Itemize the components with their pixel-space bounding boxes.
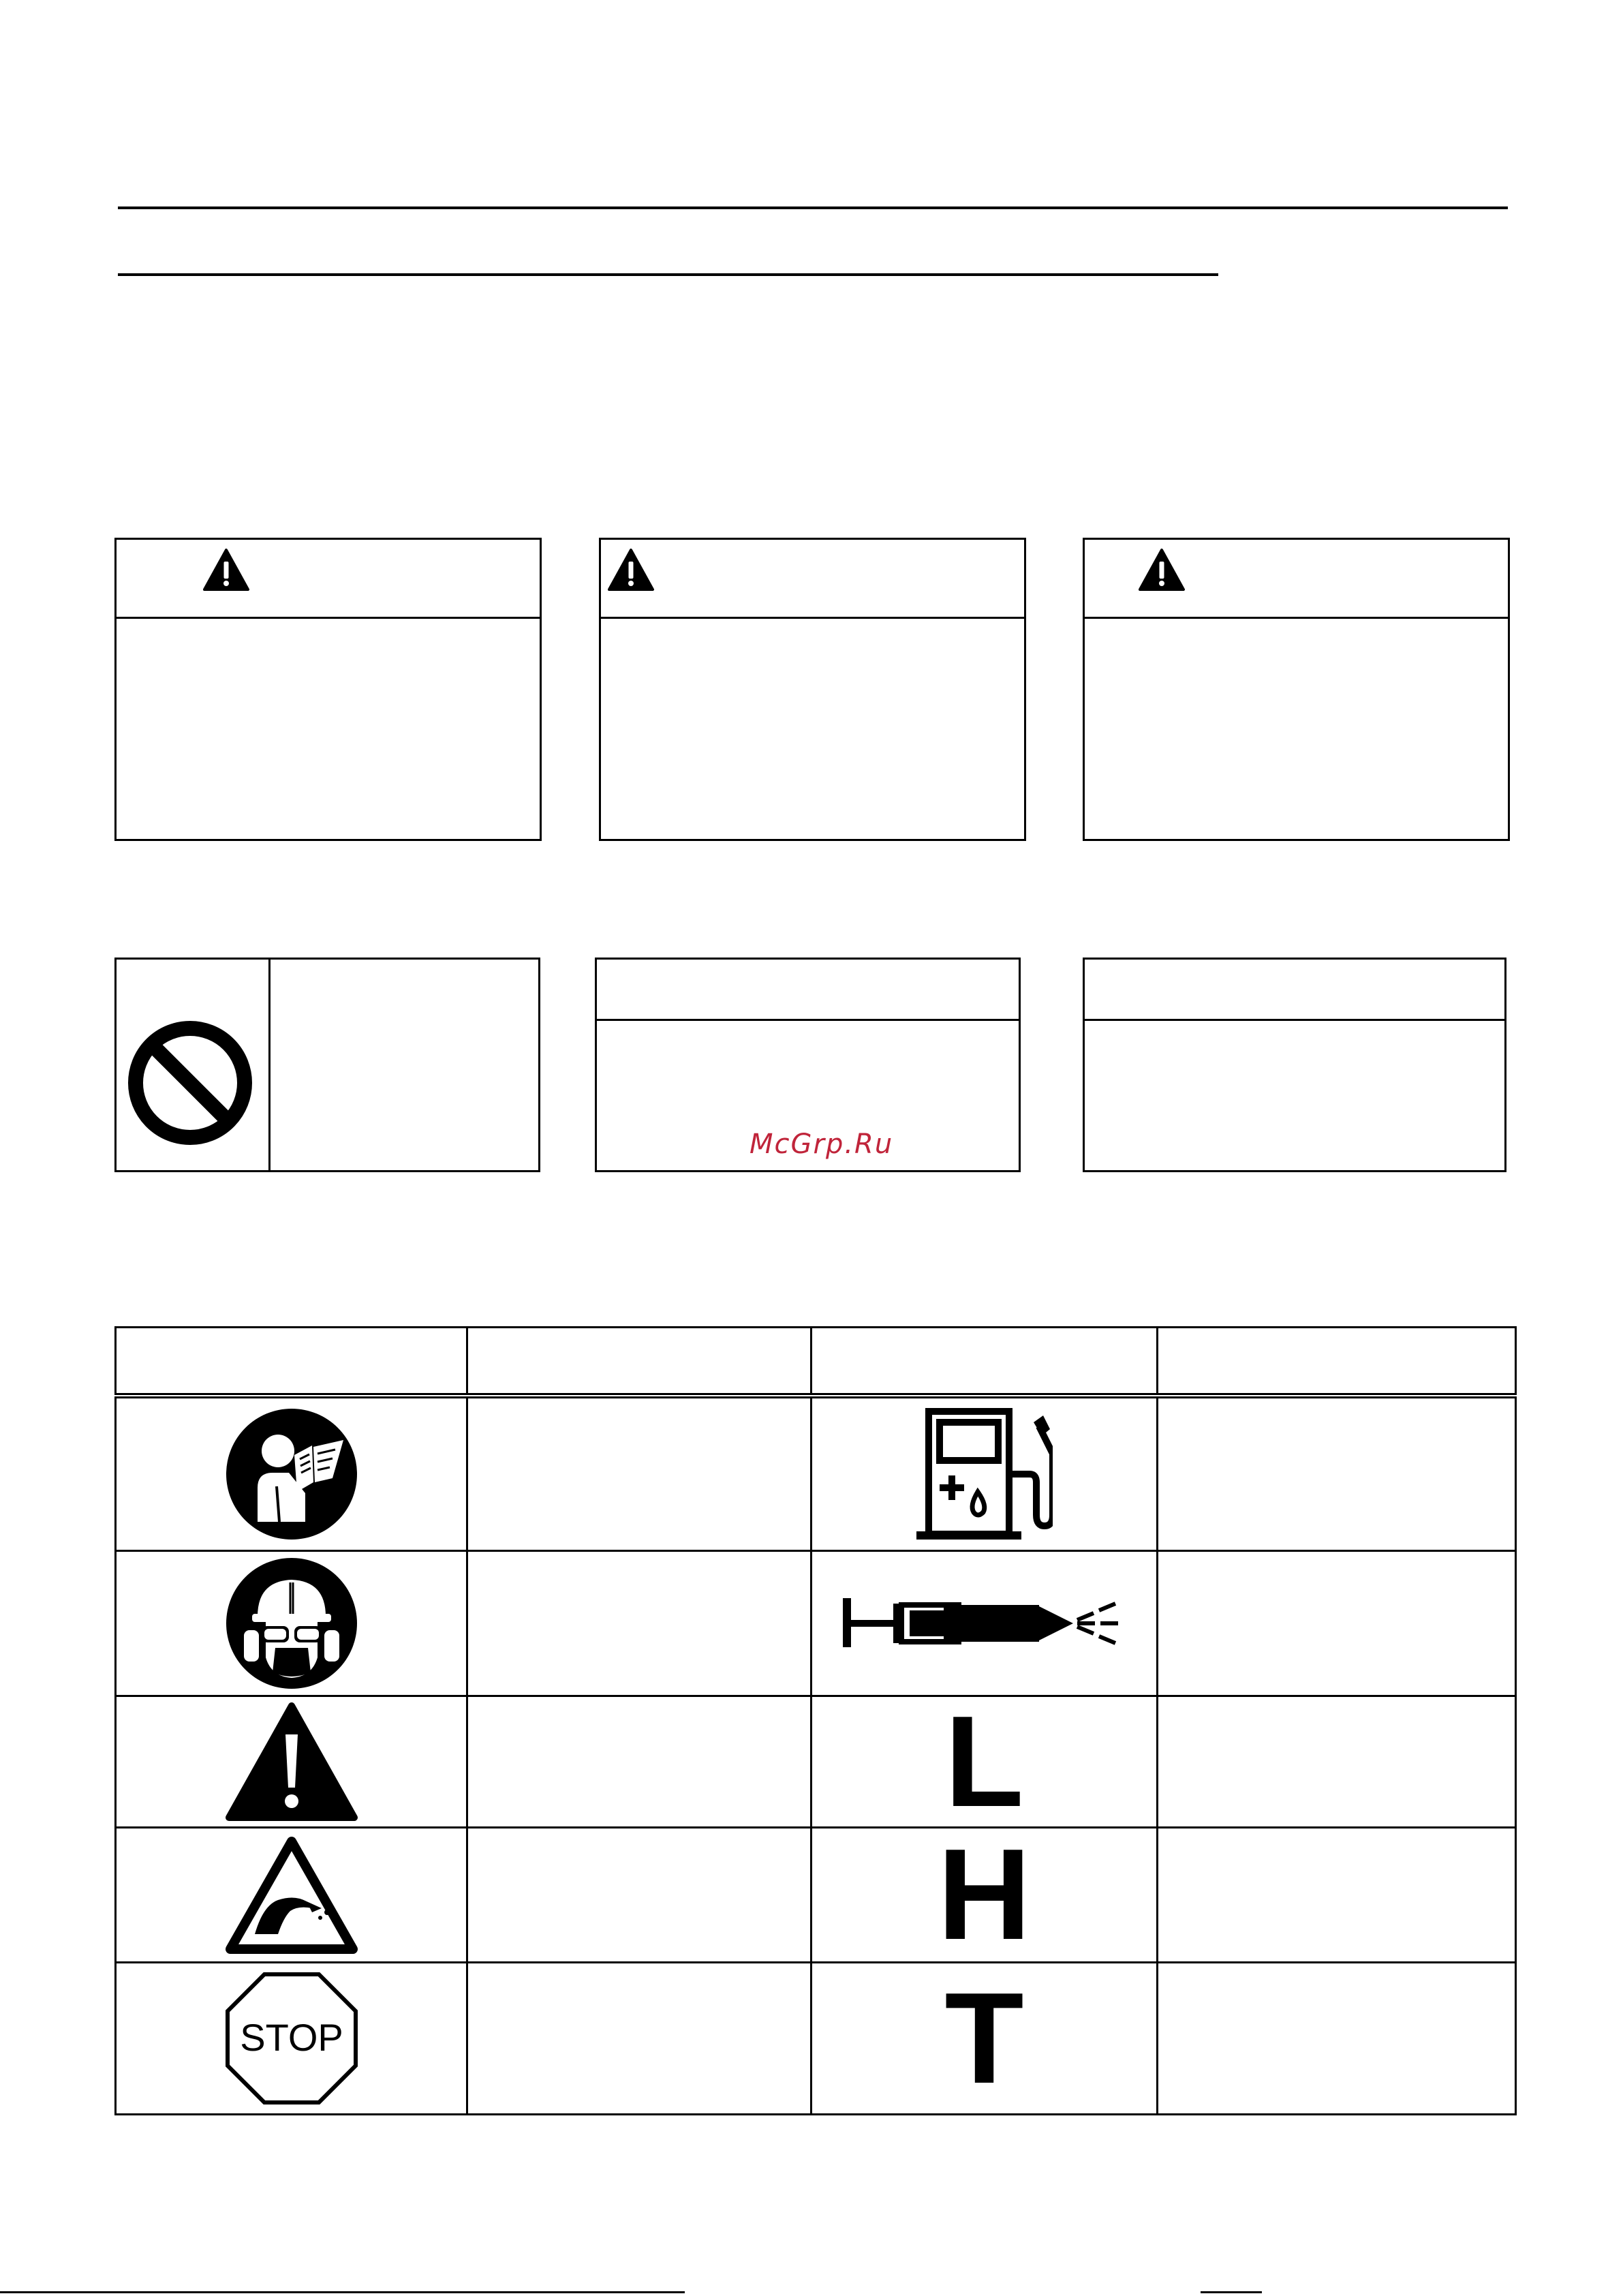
letter-t-symbol: T xyxy=(944,1965,1024,2111)
description-cell xyxy=(467,1396,812,1551)
read-manual-icon xyxy=(223,1406,360,1542)
description-cell xyxy=(1158,1828,1516,1962)
description-cell xyxy=(1158,1396,1516,1551)
description-cell xyxy=(467,1828,812,1962)
warning-box-1 xyxy=(114,538,542,841)
symbol-cell xyxy=(812,1396,1158,1551)
description-cell xyxy=(1158,1551,1516,1696)
warning-box-3 xyxy=(1083,538,1510,841)
stop-sign-icon xyxy=(223,1970,360,2107)
table-row xyxy=(116,1696,1516,1827)
prohibition-box xyxy=(114,958,540,1172)
symbol-cell xyxy=(116,1551,467,1696)
description-cell xyxy=(467,1551,812,1696)
bottom-rule-right xyxy=(1201,2291,1262,2293)
warning-box-header xyxy=(601,540,1024,619)
header-rule-top xyxy=(118,206,1508,209)
primer-syringe-icon xyxy=(841,1586,1128,1661)
prohibition-box-divider xyxy=(268,960,270,1170)
table-row xyxy=(116,1396,1516,1551)
table-header-row xyxy=(116,1328,1516,1396)
symbol-cell xyxy=(812,1822,1158,1968)
symbol-cell xyxy=(116,1962,467,2114)
warning-triangle-icon xyxy=(202,548,250,592)
table-row xyxy=(116,1962,1516,2114)
warning-box-header xyxy=(117,540,540,619)
warning-triangle-icon xyxy=(1138,548,1186,592)
table-row xyxy=(116,1828,1516,1962)
table-row xyxy=(116,1551,1516,1696)
description-cell xyxy=(467,1696,812,1827)
header-cell xyxy=(116,1328,467,1396)
header-cell xyxy=(467,1328,812,1396)
description-cell xyxy=(1158,1962,1516,2114)
warning-box-header xyxy=(1085,540,1508,619)
symbol-cell xyxy=(812,1962,1158,2114)
stop-sign-text: STOP xyxy=(239,2015,343,2059)
symbol-cell xyxy=(812,1689,1158,1834)
description-cell xyxy=(467,1962,812,2114)
header-cell xyxy=(1158,1328,1516,1396)
symbol-cell xyxy=(116,1828,467,1962)
symbol-cell xyxy=(812,1551,1158,1696)
description-cell xyxy=(1158,1696,1516,1827)
prohibition-icon xyxy=(125,1017,256,1148)
letter-l-symbol: L xyxy=(944,1689,1024,1834)
warning-box-2 xyxy=(599,538,1026,841)
symbol-cell xyxy=(116,1696,467,1827)
wear-protective-gear-icon xyxy=(223,1555,360,1692)
notice-box-header xyxy=(597,960,1019,1021)
warning-triangle-icon xyxy=(607,548,655,592)
header-rule-short xyxy=(118,273,1218,276)
warning-triangle-icon xyxy=(225,1702,358,1822)
watermark: McGrp.Ru xyxy=(749,1129,894,1160)
symbol-cell xyxy=(116,1396,467,1551)
notice-box-2 xyxy=(1083,958,1506,1172)
flying-objects-icon xyxy=(225,1835,358,1955)
bottom-rule-left xyxy=(0,2291,685,2293)
fuel-pump-icon xyxy=(916,1406,1053,1542)
symbols-table xyxy=(114,1326,1517,2115)
header-cell xyxy=(812,1328,1158,1396)
letter-h-symbol: H xyxy=(937,1822,1032,1968)
notice-box-header xyxy=(1085,960,1504,1021)
